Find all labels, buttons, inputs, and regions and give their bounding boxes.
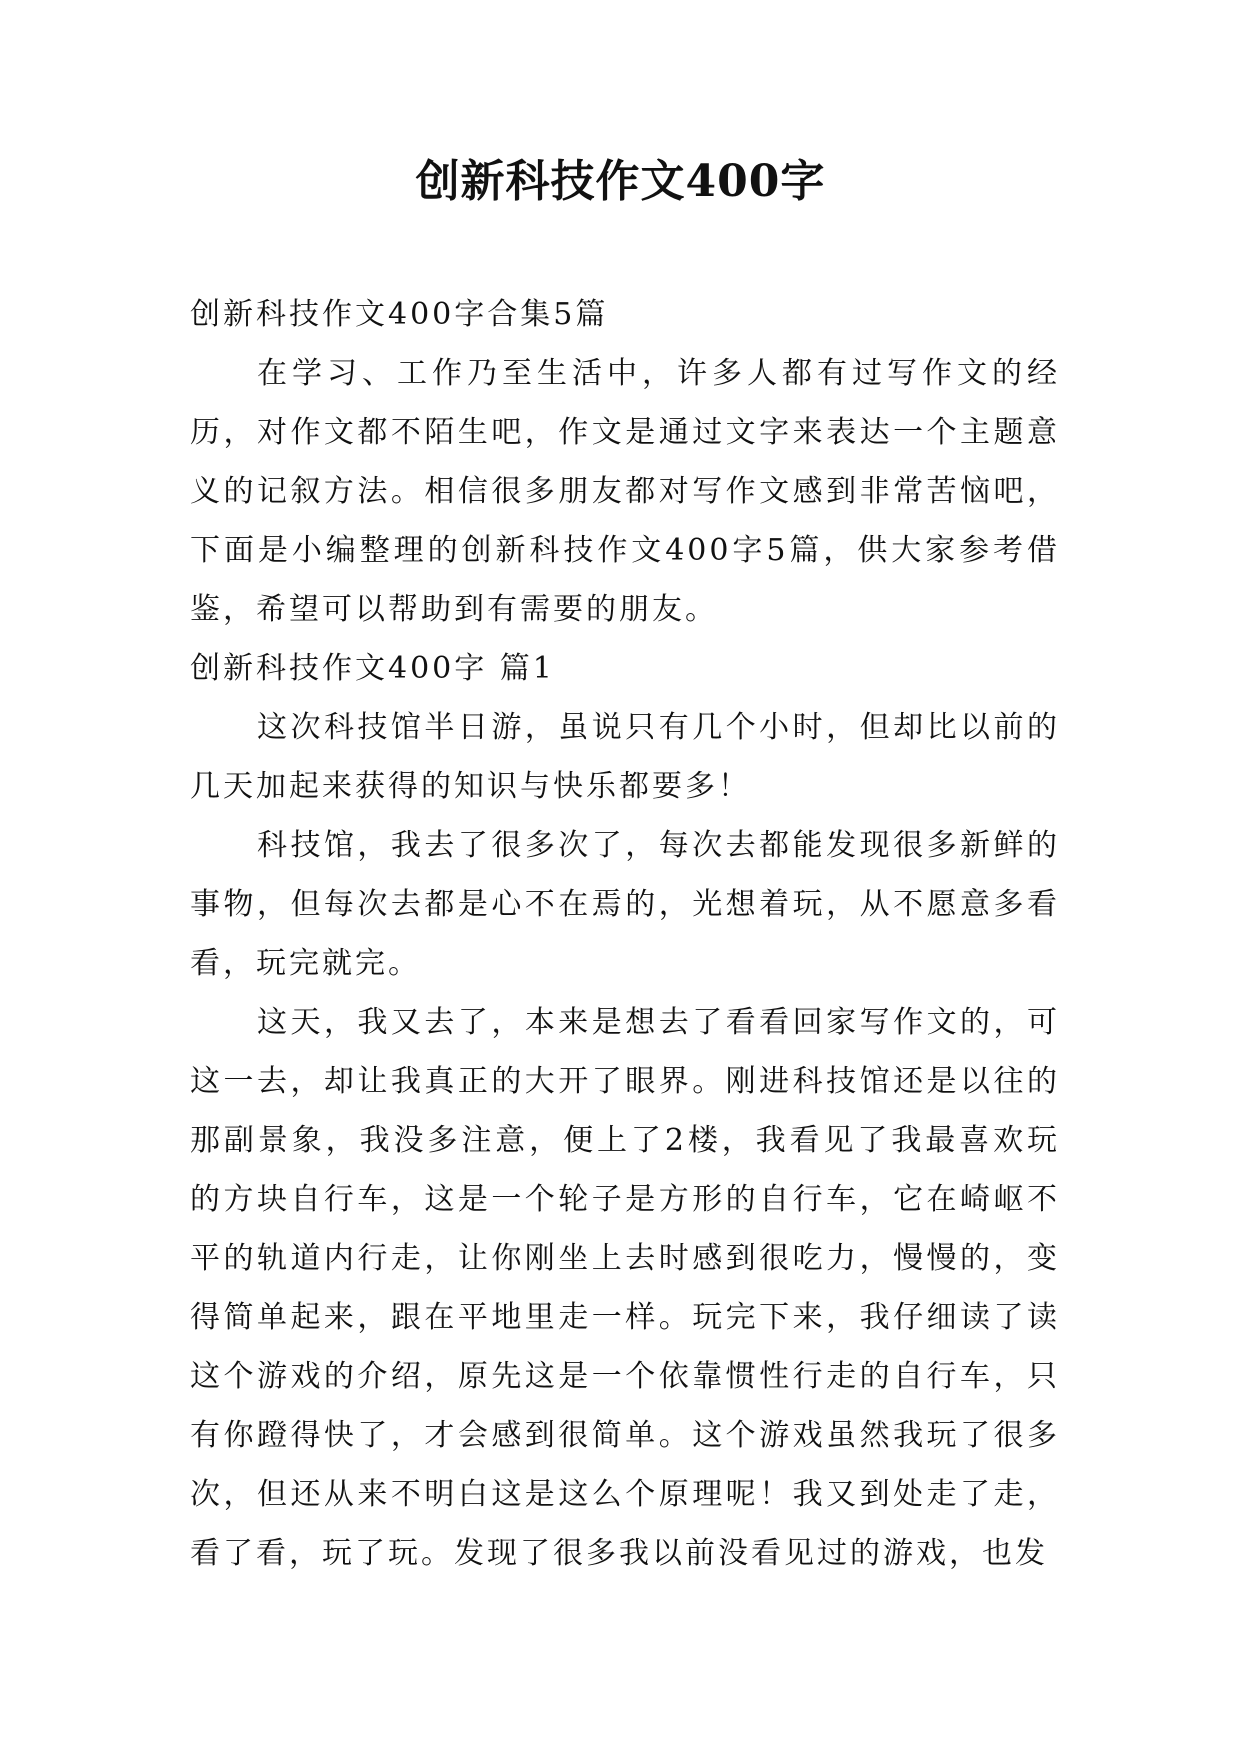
document-title: 创新科技作文400字: [415, 156, 826, 207]
body-paragraph: 这天，我又去了，本来是想去了看看回家写作文的，可这一去，却让我真正的大开了眼界。刚进科技馆还是以往的那副景象，我没多注意，便上了2楼，我看见了我最喜欢玩的方块自行车，这是一个轮子是方形的自行车，它在崎岖不平的轨道内行走，让你刚坐上去时感到很吃力，慢慢的，变得简单起来，跟在平地里走一样。玩完下来，我仔细读了读这个游戏的介绍，原先这是一个依靠惯性行走的自行车，只有你蹬得快了，才会感到很简单。这个游戏虽然我玩了很多次，但还从来不明白这是这么个原理呢！我又到处走了走，看了看，玩了玩。发现了很多我以前没看见过的游戏，也发: [190, 1005, 1060, 1571]
document-body: [190, 285, 1060, 1583]
body-paragraph: 科技馆，我去了很多次了，每次去都能发现很多新鲜的事物，但每次去都是心不在焉的，光想着玩，从不愿意多看看，玩完就完。: [190, 828, 1060, 981]
body-paragraph: 这次科技馆半日游，虽说只有几个小时，但却比以前的几天加起来获得的知识与快乐都要多！: [190, 710, 1060, 804]
section-heading: 创新科技作文400字 篇1: [190, 651, 555, 686]
intro-paragraph: 在学习、工作乃至生活中，许多人都有过写作文的经历，对作文都不陌生吧，作文是通过文字来表达一个主题意义的记叙方法。相信很多朋友都对写作文感到非常苦恼吧，下面是小编整理的创新科技作文400字5篇，供大家参考借鉴，希望可以帮助到有需要的朋友。: [190, 356, 1060, 627]
collection-subtitle: 创新科技作文400字合集5篇: [190, 297, 609, 332]
